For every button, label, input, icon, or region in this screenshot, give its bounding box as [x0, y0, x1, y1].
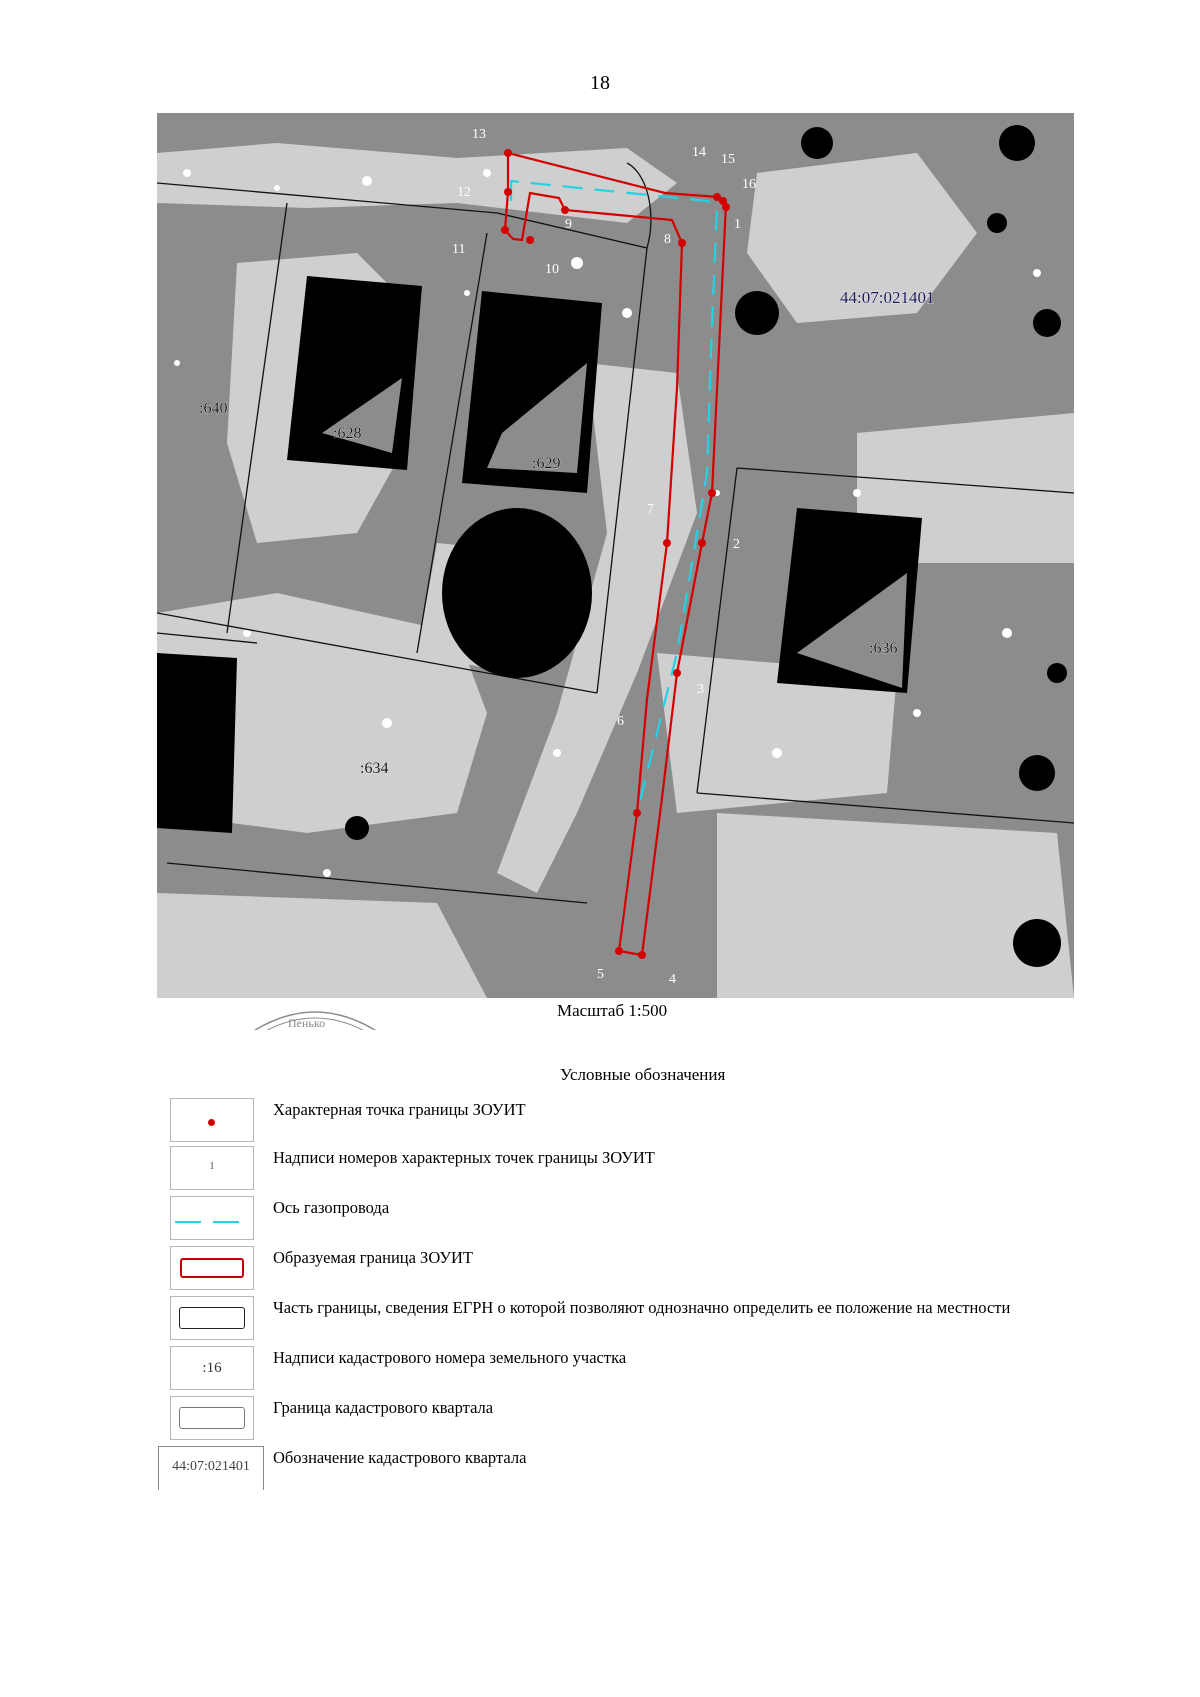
seal-icon [250, 1006, 380, 1030]
boundary-point-5 [615, 947, 623, 955]
red-rect-icon [180, 1258, 244, 1278]
legend-label: Надписи номеров характерных точек границы ЗОУИТ [273, 1148, 655, 1167]
legend-label: Образуемая граница ЗОУИТ [273, 1248, 473, 1267]
boundary-point-1 [708, 489, 716, 497]
point-number-label: 13 [472, 127, 486, 142]
point-number-label: 12 [457, 185, 471, 200]
point-number-label: 4 [669, 972, 676, 987]
point-number-label: 7 [647, 502, 654, 517]
svg-text:Пенько: Пенько [288, 1016, 326, 1030]
point-number-label: 6 [617, 714, 624, 729]
gray-rect-icon [179, 1407, 245, 1429]
legend-label: Ось газопровода [273, 1198, 390, 1217]
legend-label: Надписи кадастрового номера земельного участка [273, 1348, 627, 1367]
page-number: 18 [590, 72, 610, 94]
point-number-label: 16 [742, 177, 756, 192]
black-rect-icon [179, 1307, 245, 1329]
boundary-point-13 [504, 149, 512, 157]
point-number-label: 1 [734, 217, 741, 232]
boundary-point-7 [663, 539, 671, 547]
quarter-label-sample: 44:07:021401 [172, 1459, 250, 1474]
boundary-point-9 [561, 206, 569, 214]
point-number-label: 11 [452, 242, 466, 257]
point-number-label: 9 [565, 217, 572, 232]
legend-label: Часть границы, сведения ЕГРН о которой позволяют однозначно определить ее положение на местности [273, 1298, 1011, 1317]
parcel-label-640: :640 [199, 400, 228, 417]
parcel-label-636: :636 [869, 640, 898, 657]
boundary-point-11 [501, 226, 509, 234]
dashed-cyan-line-icon [171, 1197, 253, 1239]
legend-label: Граница кадастрового квартала [273, 1398, 494, 1417]
point-number-label: 14 [692, 145, 706, 160]
map-scale: Масштаб 1:500 [557, 1001, 668, 1020]
point-number-sample: 1 [209, 1160, 215, 1172]
boundary-point-12 [504, 188, 512, 196]
seal-stamp [250, 1006, 380, 1030]
quarter-label: 44:07:021401 [840, 288, 935, 307]
boundary-point-16 [722, 203, 730, 211]
point-number-label: 5 [597, 967, 604, 982]
red-dot-icon [208, 1119, 215, 1126]
boundary-point-6 [633, 809, 641, 817]
legend-label: Характерная точка границы ЗОУИТ [273, 1100, 526, 1119]
boundary-point-2 [698, 539, 706, 547]
boundary-point-10 [526, 236, 534, 244]
point-number-label: 3 [697, 682, 704, 697]
boundary-point-4 [638, 951, 646, 959]
boundary-point-3 [673, 669, 681, 677]
cadastral-number-sample: :16 [202, 1360, 222, 1376]
point-number-label: 15 [721, 152, 735, 167]
map-canvas [157, 113, 1074, 998]
point-number-label: 10 [545, 262, 559, 277]
legend-label: Обозначение кадастрового квартала [273, 1448, 527, 1467]
legend-title: Условные обозначения [560, 1065, 726, 1084]
cadastral-map [157, 113, 1074, 998]
point-number-label: 2 [733, 537, 740, 552]
point-number-label: 8 [664, 232, 671, 247]
parcel-label-628: :628 [333, 425, 362, 442]
parcel-label-634: :634 [360, 760, 389, 777]
parcel-label-629: :629 [532, 455, 561, 472]
boundary-point-8 [678, 239, 686, 247]
